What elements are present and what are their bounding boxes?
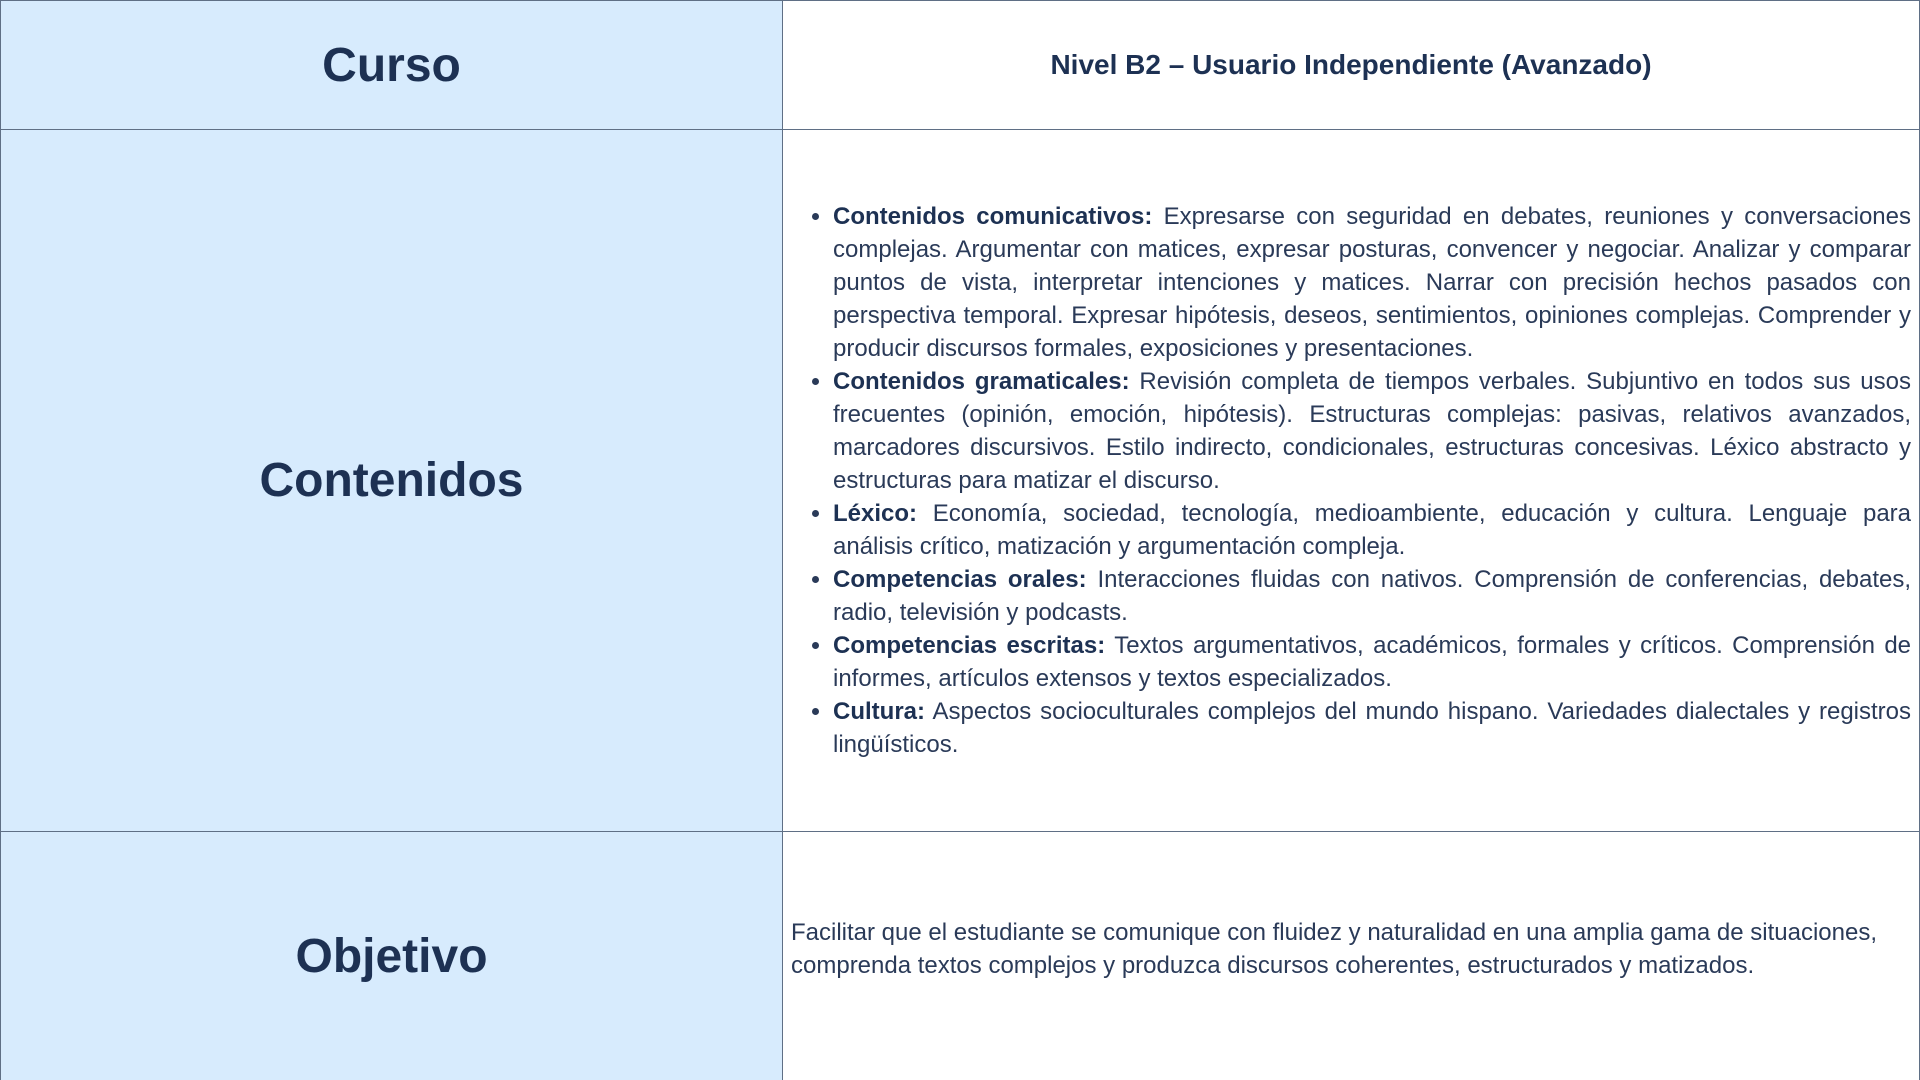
item-term: Competencias orales: [833,566,1087,593]
contenidos-value-cell [783,130,1920,832]
row-objetivo [1,832,1920,1080]
objective-text: Facilitar que el estudiante se comunique con fluidez y naturalidad en una amplia gama de situaciones, comprenda textos complejos y produzca discursos coherentes, estructurados y matizados. [791,919,1877,979]
item-text: Revisión completa de tiempos verbales. Subjuntivo en todos sus usos frecuentes (opinión, emoción, hipótesis). Estructuras complejas: pasivas, relativos avanzados, marcadores discursivos. Estilo indirecto, condicionales, estructuras concesivas. Léxico abstracto y estructuras para matizar el discurso. [833,368,1912,494]
item-text: Textos argumentativos, académicos, formales y críticos. Comprensión de informes, artículos extensos y textos especializados. [833,632,1912,692]
objetivo-value-cell [783,832,1920,1080]
course-level-title: Nivel B2 – Usuario Independiente (Avanzado) [1050,49,1652,80]
list-item [833,200,1911,365]
contents-list [783,200,1919,761]
list-item [833,563,1911,629]
item-term: Contenidos comunicativos: [833,203,1153,230]
item-text: Interacciones fluidas con nativos. Comprensión de conferencias, debates, radio, televisión y podcasts. [833,566,1912,626]
item-text: Economía, sociedad, tecnología, medioambiente, educación y cultura. Lenguaje para análisis crítico, matización y argumentación compleja. [833,500,1912,560]
row-curso [1,1,1920,130]
item-term: Competencias escritas: [833,632,1106,659]
objetivo-label: Objetivo [1,832,783,1080]
curso-value-cell [783,1,1920,130]
contenidos-label: Contenidos [1,130,783,832]
item-text: Expresarse con seguridad en debates, reuniones y conversaciones complejas. Argumentar con matices, expresar posturas, convencer y negociar. Analizar y comparar puntos de vista, interpretar intenciones y matices. Narrar con precisión hechos pasados con perspectiva temporal. Expresar hipótesis, deseos, sentimientos, opiniones complejas. Comprender y producir discursos formales, exposiciones y presentaciones. [833,203,1911,362]
item-term: Léxico: [833,500,918,527]
item-term: Cultura: [833,698,925,725]
list-item [833,365,1911,497]
curso-label: Curso [1,1,783,130]
row-contenidos [1,130,1920,832]
list-item [833,629,1911,695]
item-term: Contenidos gramaticales: [833,368,1130,395]
item-text: Aspectos socioculturales complejos del mundo hispano. Variedades dialectales y registros lingüísticos. [833,698,1912,758]
list-item [833,695,1911,761]
list-item [833,497,1911,563]
